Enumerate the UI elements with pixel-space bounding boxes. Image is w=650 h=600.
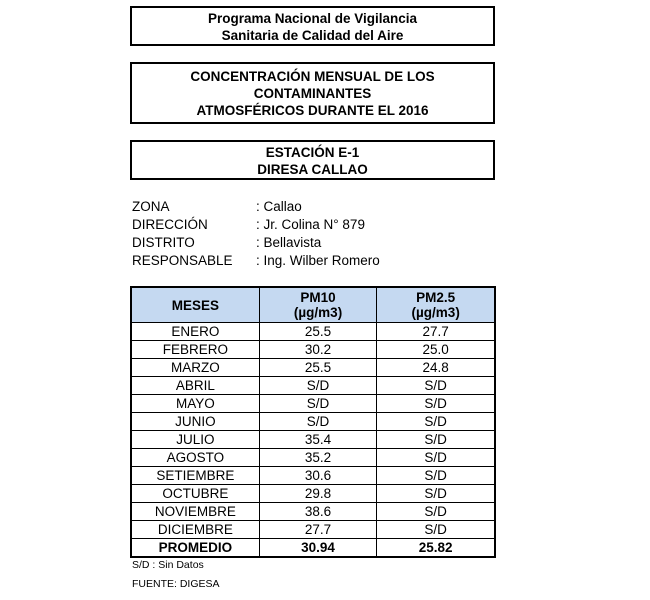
report-title [130,62,495,124]
cell-pm10: 30.2 [259,341,377,359]
cell-pm25: 24.8 [377,359,495,377]
cell-pm10: S/D [259,395,377,413]
cell-pm25: S/D [377,485,495,503]
cell-month: JUNIO [131,413,259,431]
table-header-row [131,287,495,323]
cell-pm25: S/D [377,431,495,449]
info-row [132,234,380,252]
cell-pm25: S/D [377,413,495,431]
cell-pm10: S/D [259,413,377,431]
header-pm25-name: PM2.5 [416,290,456,305]
header-pm25 [377,287,495,323]
info-label: RESPONSABLE [132,253,233,268]
cell-pm10: 25.5 [259,359,377,377]
table-total-row [131,539,495,558]
cell-pm10: S/D [259,377,377,395]
table-row [131,431,495,449]
info-value: : Jr. Colina N° 879 [256,217,365,232]
cell-total-pm25: 25.82 [377,539,495,558]
station-info [132,198,380,270]
table-row [131,413,495,431]
info-value: : Ing. Wilber Romero [256,253,380,268]
cell-pm25: S/D [377,395,495,413]
header-pm25-unit: (µg/m3) [411,305,460,320]
table-row [131,485,495,503]
table-row [131,395,495,413]
header-pm10-unit: (µg/m3) [293,305,343,320]
info-row [132,252,380,270]
cell-pm10: 35.2 [259,449,377,467]
program-header [130,6,495,46]
info-row [132,216,380,234]
info-label: DISTRITO [132,235,195,250]
cell-pm10: 27.7 [259,521,377,539]
legend-note: S/D : Sin Datos [132,559,204,571]
cell-pm10: 29.8 [259,485,377,503]
cell-month: AGOSTO [131,449,259,467]
cell-month: JULIO [131,431,259,449]
cell-pm25: S/D [377,467,495,485]
header-pm10 [259,287,377,323]
table-row [131,341,495,359]
monthly-concentration-table [130,286,496,558]
station-line-2: DIRESA CALLAO [257,162,368,177]
cell-pm25: S/D [377,503,495,521]
info-value: : Bellavista [256,235,322,250]
title-line-2: CONTAMINANTES [253,86,372,101]
cell-pm25: S/D [377,449,495,467]
station-header [130,140,495,180]
cell-month: SETIEMBRE [131,467,259,485]
title-line-3: ATMOSFÉRICOS DURANTE EL 2016 [196,103,429,118]
table-row [131,323,495,341]
header-pm10-name: PM10 [300,290,336,305]
cell-pm25: 27.7 [377,323,495,341]
info-label: ZONA [132,199,170,214]
cell-total-label: PROMEDIO [131,539,259,558]
table-row [131,503,495,521]
table-row [131,467,495,485]
cell-total-pm10: 30.94 [259,539,377,558]
table-row [131,377,495,395]
cell-pm25: S/D [377,377,495,395]
cell-month: ABRIL [131,377,259,395]
info-value: : Callao [256,199,302,214]
cell-month: DICIEMBRE [131,521,259,539]
source-note: FUENTE: DIGESA [132,578,220,590]
cell-month: MAYO [131,395,259,413]
cell-pm25: S/D [377,521,495,539]
table-row [131,521,495,539]
cell-pm10: 35.4 [259,431,377,449]
cell-pm10: 30.6 [259,467,377,485]
station-line-1: ESTACIÓN E-1 [265,145,360,160]
cell-pm10: 25.5 [259,323,377,341]
cell-month: NOVIEMBRE [131,503,259,521]
cell-month: MARZO [131,359,259,377]
info-label: DIRECCIÓN [132,217,208,232]
cell-pm25: 25.0 [377,341,495,359]
program-line-2: Sanitaria de Calidad del Aire [221,28,404,43]
cell-month: ENERO [131,323,259,341]
cell-month: FEBRERO [131,341,259,359]
title-line-1: CONCENTRACIÓN MENSUAL DE LOS [190,69,435,84]
info-row [132,198,380,216]
program-line-1: Programa Nacional de Vigilancia [207,11,418,26]
table-row [131,449,495,467]
cell-month: OCTUBRE [131,485,259,503]
header-months: MESES [131,287,259,323]
cell-pm10: 38.6 [259,503,377,521]
table-row [131,359,495,377]
